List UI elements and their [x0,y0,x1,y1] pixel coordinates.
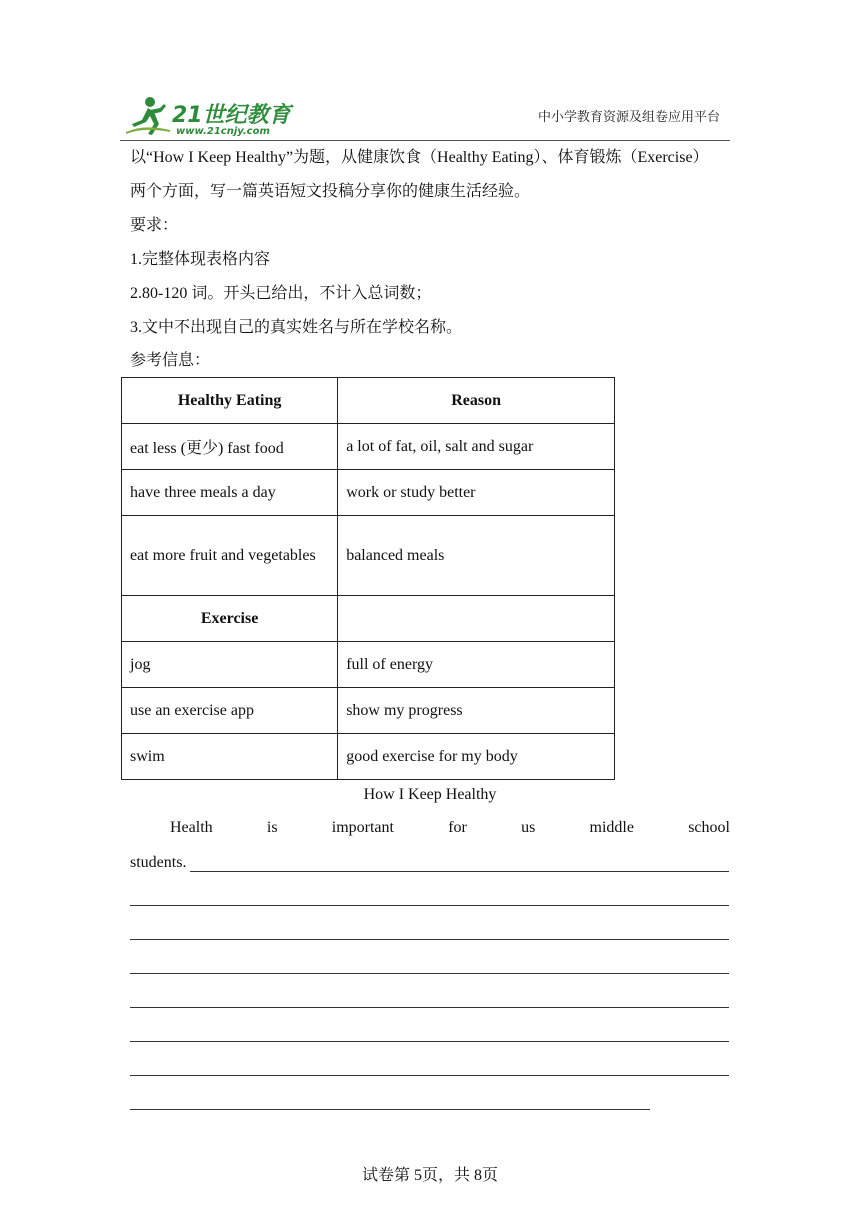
table-cell: have three meals a day [122,470,338,516]
opening-word: school [688,819,730,836]
opening-word: for [448,819,467,836]
page-footer: 试卷第 5页，共 8页 [361,1167,498,1184]
answer-line[interactable] [130,1075,729,1076]
table-cell: eat more fruit and vegetables [122,516,338,596]
table-cell: jog [122,642,338,688]
table-cell: swim [122,734,338,780]
table-row [122,470,615,516]
platform-name: 中小学教育资源及组卷应用平台 [537,110,720,125]
logo-url-text: www.21cnjy.com [176,126,270,137]
essay-opening-line [170,819,730,837]
answer-line[interactable] [130,1007,729,1008]
table-cell: use an exercise app [122,688,338,734]
runner-logo-icon [124,94,172,138]
opening-word: important [331,819,394,836]
opening-word: is [266,819,278,836]
table-row [122,688,615,734]
table-cell-empty [338,596,615,642]
table-header-cell: Healthy Eating [122,378,338,424]
table-cell: eat less (更少) fast food [122,424,338,470]
answer-line[interactable] [190,871,729,872]
table-cell: show my progress [338,688,615,734]
opening-word: Health [170,819,213,836]
answer-line[interactable] [130,973,729,974]
requirement-2: 2.80-120 词。开头已给出，不计入总词数； [130,285,432,302]
table-row [122,424,615,470]
answer-line[interactable] [130,939,729,940]
site-logo [124,94,294,138]
answer-line[interactable] [130,1041,729,1042]
answer-line[interactable] [130,1109,650,1110]
table-cell: full of energy [338,642,615,688]
instruction-line-2: 两个方面，写一篇英语短文投稿分享你的健康生活经验。 [130,183,531,200]
table-row [122,642,615,688]
table-cell: a lot of fat, oil, salt and sugar [338,424,615,470]
page-header [120,88,730,141]
table-section-row [122,596,615,642]
table-cell: balanced meals [338,516,615,596]
reference-table [121,377,615,780]
instruction-line-1: 以“How I Keep Healthy”为题，从健康饮食（Healthy Eating）、体育锻炼（Exercise） [130,149,709,166]
opening-word: us [521,819,536,836]
answer-line[interactable] [130,905,729,906]
table-row [122,734,615,780]
table-cell: work or study better [338,470,615,516]
requirement-1: 1.完整体现表格内容 [130,251,271,268]
essay-opening-line-2: students. [130,854,187,871]
exercise-header-cell: Exercise [122,596,338,642]
logo-main-text: 21世纪教育 [172,103,291,128]
opening-word: middle [589,819,634,836]
requirement-3: 3.文中不出现自己的真实姓名与所在学校名称。 [130,319,463,336]
table-header-cell: Reason [338,378,615,424]
requirements-label: 要求： [130,217,179,234]
table-header-row [122,378,615,424]
table-row [122,516,615,596]
table-cell: good exercise for my body [338,734,615,780]
essay-title: How I Keep Healthy [363,786,497,803]
reference-label: 参考信息： [130,352,211,369]
